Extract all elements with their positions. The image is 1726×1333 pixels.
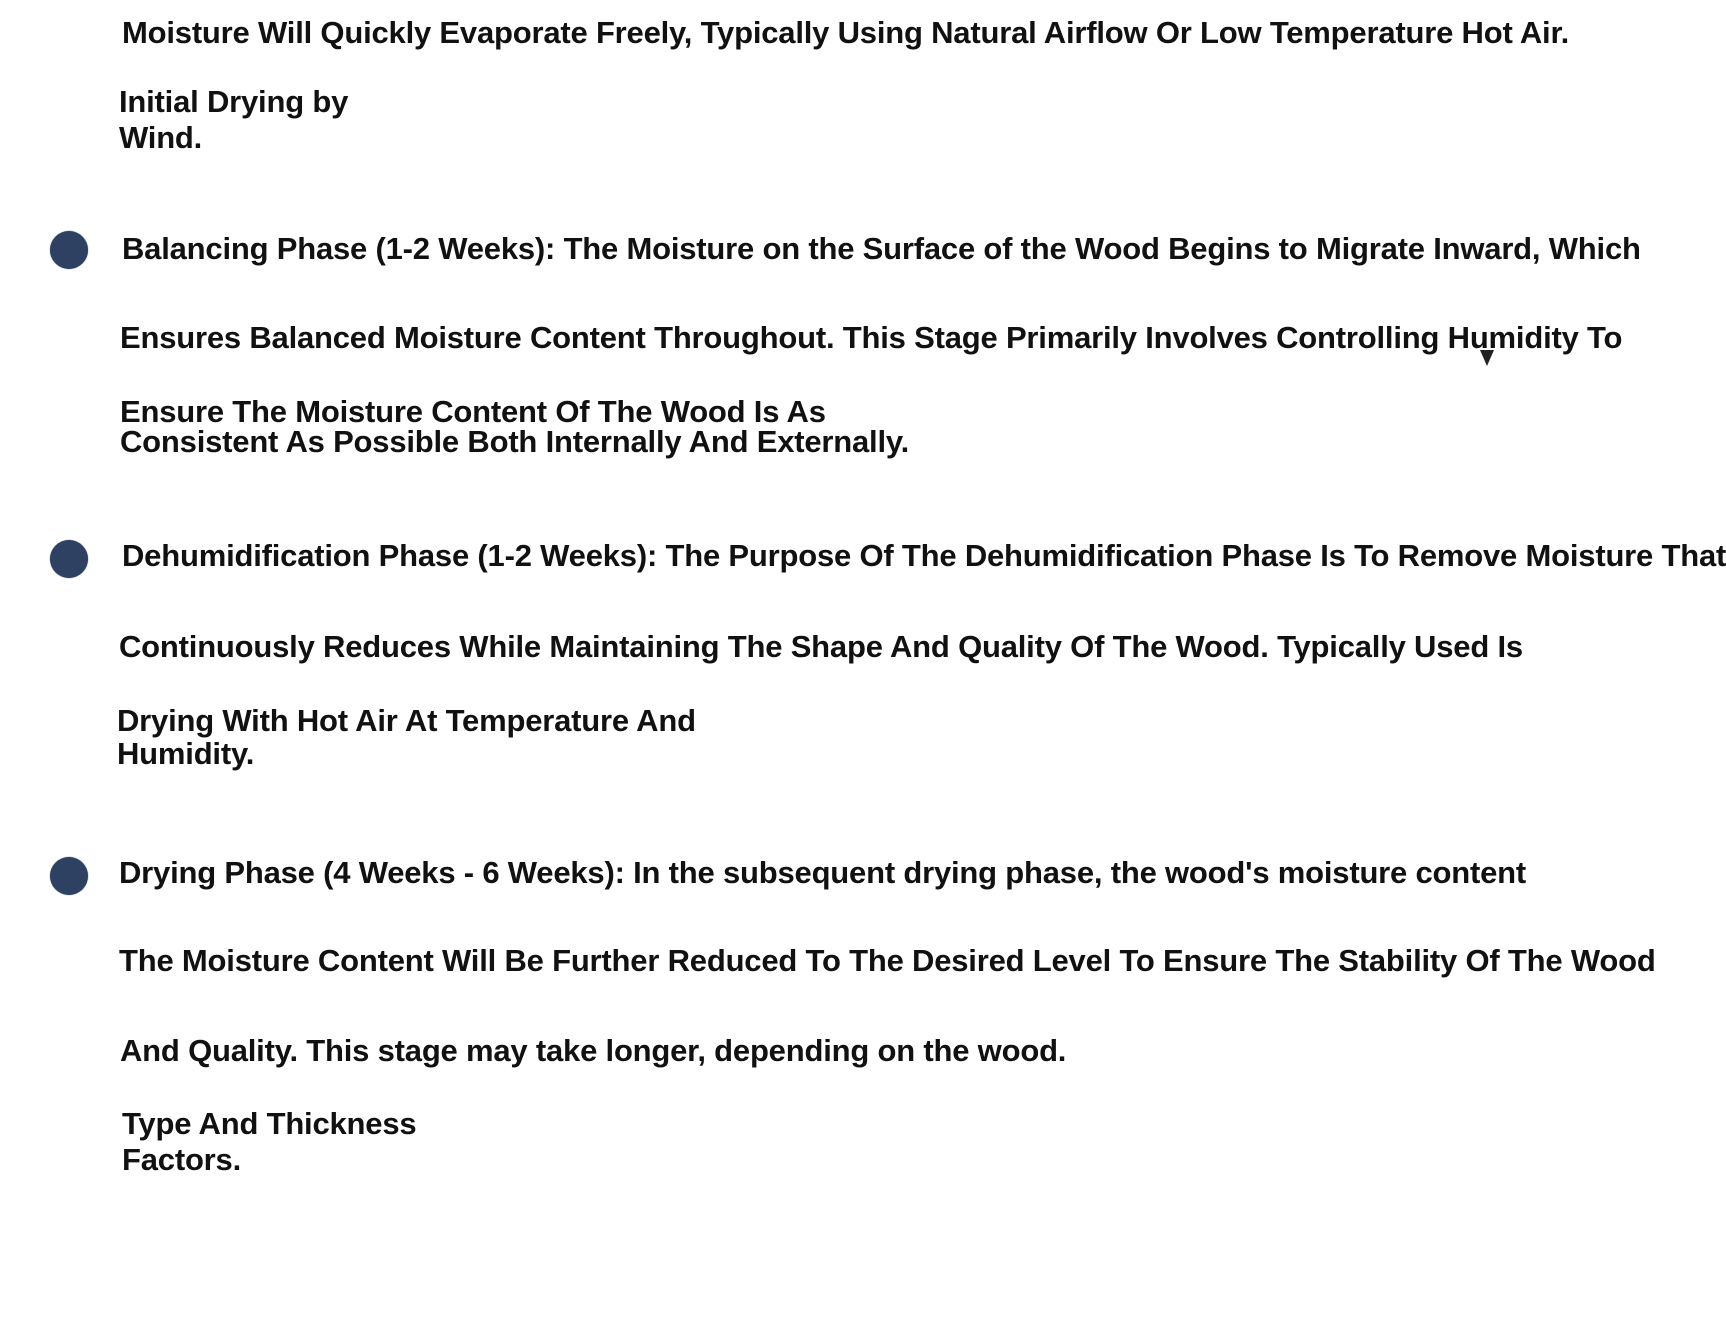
intro-line-3: Wind.: [119, 120, 203, 155]
drying-phase-line-4: Factors.: [122, 1142, 241, 1177]
dehumidification-phase-line-1: Continuously Reduces While Maintaining The Shape And Quality Of The Wood. Typically Used Is: [119, 629, 1523, 664]
intro-line-1: Moisture Will Quickly Evaporate Freely, Typically Using Natural Airflow Or Low Temperature Hot Air.: [122, 15, 1570, 50]
balancing-phase-line-2: Ensure The Moisture Content Of The Wood Is As: [120, 394, 826, 429]
bullet-icon: [50, 857, 88, 895]
balancing-phase-line-1: Ensures Balanced Moisture Content Throughout. This Stage Primarily Involves Controlling Humidity To: [120, 320, 1623, 355]
bullet-icon: [50, 540, 88, 578]
intro-line-2: Initial Drying by: [119, 84, 349, 119]
balancing-phase-line-3: Consistent As Possible Both Internally And Externally.: [120, 424, 910, 459]
dehumidification-phase-line-3: Humidity.: [117, 736, 255, 771]
drying-phase-line-3: Type And Thickness: [122, 1106, 417, 1141]
cursor-marker-icon: [1480, 350, 1494, 366]
balancing-phase-title: Balancing Phase (1-2 Weeks): The Moisture on the Surface of the Wood Begins to Migrate Inward, Which: [122, 231, 1641, 266]
drying-phase-line-1: The Moisture Content Will Be Further Reduced To The Desired Level To Ensure The Stability Of The Wood: [119, 943, 1656, 978]
bullet-icon: [50, 231, 88, 269]
dehumidification-phase-line-2: Drying With Hot Air At Temperature And: [117, 703, 696, 738]
drying-phase-line-2: And Quality. This stage may take longer, depending on the wood.: [120, 1033, 1067, 1068]
drying-phase-title: Drying Phase (4 Weeks - 6 Weeks): In the subsequent drying phase, the wood's moisture content: [119, 855, 1527, 890]
dehumidification-phase-title: Dehumidification Phase (1-2 Weeks): The Purpose Of The Dehumidification Phase Is To Remove Moisture That: [122, 538, 1726, 573]
